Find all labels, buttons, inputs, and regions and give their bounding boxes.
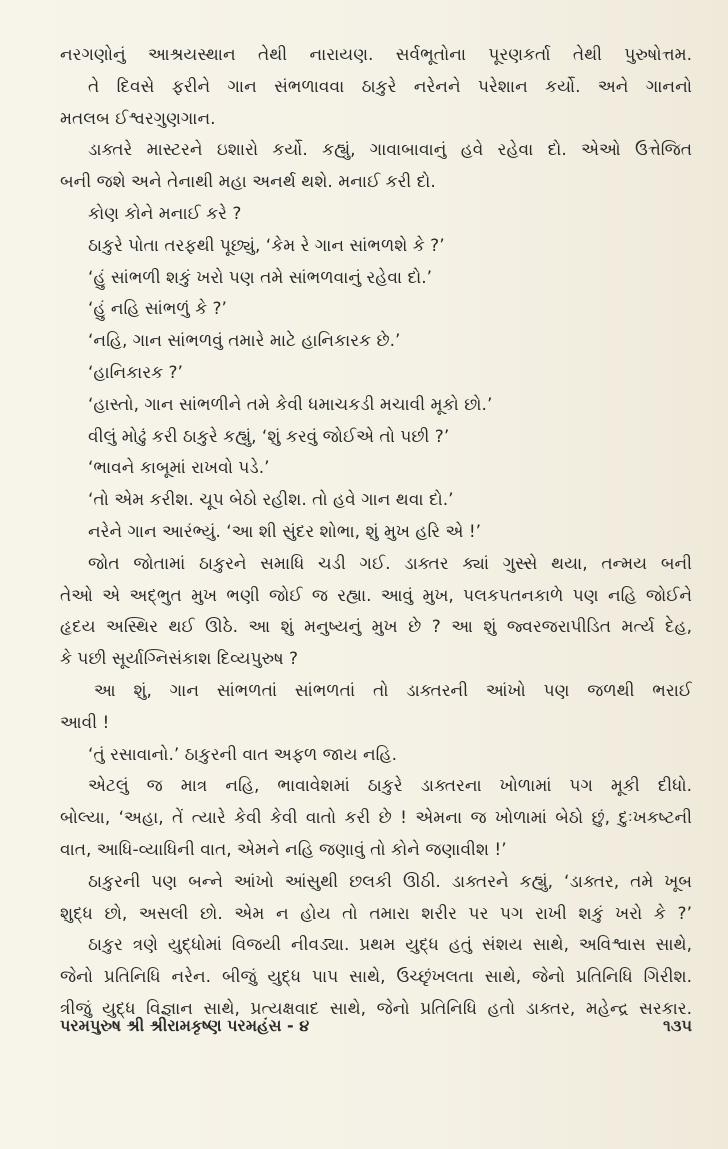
- text-line: ઠાકુરની પણ બન્ને આંખો આંસુથી છલકી ઊઠી. ડાક્તરને કહ્યું, ‘ડાક્તર, તમે ખૂબ: [88, 871, 692, 892]
- text-line: ‘તો એમ કરીશ. ચૂપ બેઠો રહીશ. તો હવે ગાન થવા દો.’: [88, 490, 454, 511]
- text-line: ડાક્તરે માસ્ટરને ઇશારો કર્યો. કહ્યું, ગાવાબાવાનું હવે રહેવા દો. એઓ ઉત્તેજિત: [88, 140, 692, 161]
- page-footer: [60, 1016, 692, 1046]
- text-line: મતલબ ઈશ્વરગુણગાન.: [60, 108, 216, 129]
- text-line: ‘તું રસાવાનો.’ ઠાકુરની વાત અફળ જાય નહિ.: [88, 744, 397, 765]
- text-line: જોત જોતામાં ઠાકુરને સમાધિ ચડી ગઈ. ડાક્તર ક્યાં ગુસ્સે થયા, તન્મય બની: [88, 553, 692, 574]
- text-line: નરગણોનું આશ્રયસ્થાન તેથી નારાયણ. સર્વભૂતોના પૂરણકર્તા તેથી પુરુષોત્તમ.: [60, 45, 692, 65]
- text-line: નરેને ગાન આરંભ્યું. ‘આ શી સુંદર શોભા, શું મુખ હરિ એ !’: [88, 521, 482, 542]
- text-line: ‘ભાવને કાબૂમાં રાખવો પડે.’: [88, 458, 270, 479]
- text-line: ‘હું સાંભળી શકું ખરો પણ તમે સાંભળવાનું રહેવા દો.’: [88, 267, 433, 288]
- text-line: બની જશે અને તેનાથી મહા અનર્થ થશે. મનાઈ કરી દો.: [60, 172, 436, 193]
- text-line: કે પછી સૂર્યાગ્નિસંકાશ દિવ્યપુરુષ ?: [60, 649, 299, 670]
- text-line: કોણ કોને મનાઈ કરે ?: [88, 203, 242, 224]
- text-line: જેનો પ્રતિનિધિ નરેન. બીજું યુદ્ધ પાપ સાથે, ઉચ્છૃંખલતા સાથે, જેનો પ્રતિનિધિ ગિરીશ.: [60, 967, 692, 988]
- text-line: વીલું મોઢું કરી ઠાકુરે કહ્યું, ‘શું કરવું જોઈએ તો પછી ?’: [88, 426, 450, 447]
- running-title: પરમપુરુષ શ્રી શ્રીરામકૃષ્ણ પરમહંસ - ૪: [60, 1016, 310, 1035]
- text-line: તેઓ એ અદ્ભુત મુખ ભણી જોઈ જ રહ્યા. આવું મુખ, પલકપતનકાળે પણ નહિ જોઈને: [60, 585, 692, 606]
- text-line: ત્રીજું યુદ્ધ વિજ્ઞાન સાથે, પ્રત્યક્ષવાદ સાથે, જેનો પ્રતિનિધિ હતો ડાક્તર, મહેન્દ્ર સરકાર.: [60, 998, 692, 1019]
- text-line: એટલું જ માત્ર નહિ, ભાવાવેશમાં ઠાકુરે ડાક્તરના ખોળામાં પગ મૂકી દીધો.: [88, 776, 692, 797]
- text-line: ઠાકુરે પોતા તરફથી પૂછ્યું, ‘કેમ રે ગાન સાંભળશે કે ?’: [88, 235, 445, 256]
- text-line: આવી !: [60, 712, 110, 733]
- text-line: આ શું, ગાન સાંભળતાં સાંભળતાં તો ડાક્તરની આંખો પણ જળથી ભરાઈ: [94, 680, 692, 701]
- text-line: વાત, આધિ-વ્યાધિની વાત, એમને નહિ જણાવું તો કોને જણાવીશ !’: [60, 839, 507, 860]
- text-line: તે દિવસે ફરીને ગાન સંભળાવવા ઠાકુરે નરેનને પરેશાન કર્યો. અને ગાનનો: [88, 76, 692, 97]
- page-number: ૧૩૫: [662, 1016, 692, 1035]
- text-line: ‘હું નહિ સાંભળું કે ?’: [88, 299, 227, 320]
- body-text: [60, 40, 692, 1026]
- text-line: હૃદય અસ્થિર થઈ ઊઠે. આ શું મનુષ્યનું મુખ છે ? આ શું જ્વરજરાપીડિત મર્ત્ય દેહ,: [60, 617, 692, 638]
- text-line: ‘નહિ, ગાન સાંભળવું તમારે માટે હાનિકારક છે.’: [88, 331, 401, 352]
- text-line: ‘હાનિકારક ?’: [88, 362, 183, 383]
- text-line: બોલ્યા, ‘અહા, તેં ત્યારે કેવી કેવી વાતો કરી છે ! એમના જ ખોળામાં બેઠો છું, દુઃખકષ્ટની: [60, 808, 692, 829]
- text-line: શુદ્ધ છો, અસલી છો. એમ ન હોય તો તમારા શરીર પર પગ રાખી શકું ખરો કે ?’: [60, 903, 692, 924]
- text-line: ‘હાસ્તો, ગાન સાંભળીને તમે કેવી ધમાચકડી મચાવી મૂકો છો.’: [88, 394, 493, 415]
- text-line: ઠાકુર ત્રણે યુદ્ધોમાં વિજયી નીવડ્યા. પ્રથમ યુદ્ધ હતું સંશય સાથે, અવિશ્વાસ સાથે,: [88, 935, 692, 956]
